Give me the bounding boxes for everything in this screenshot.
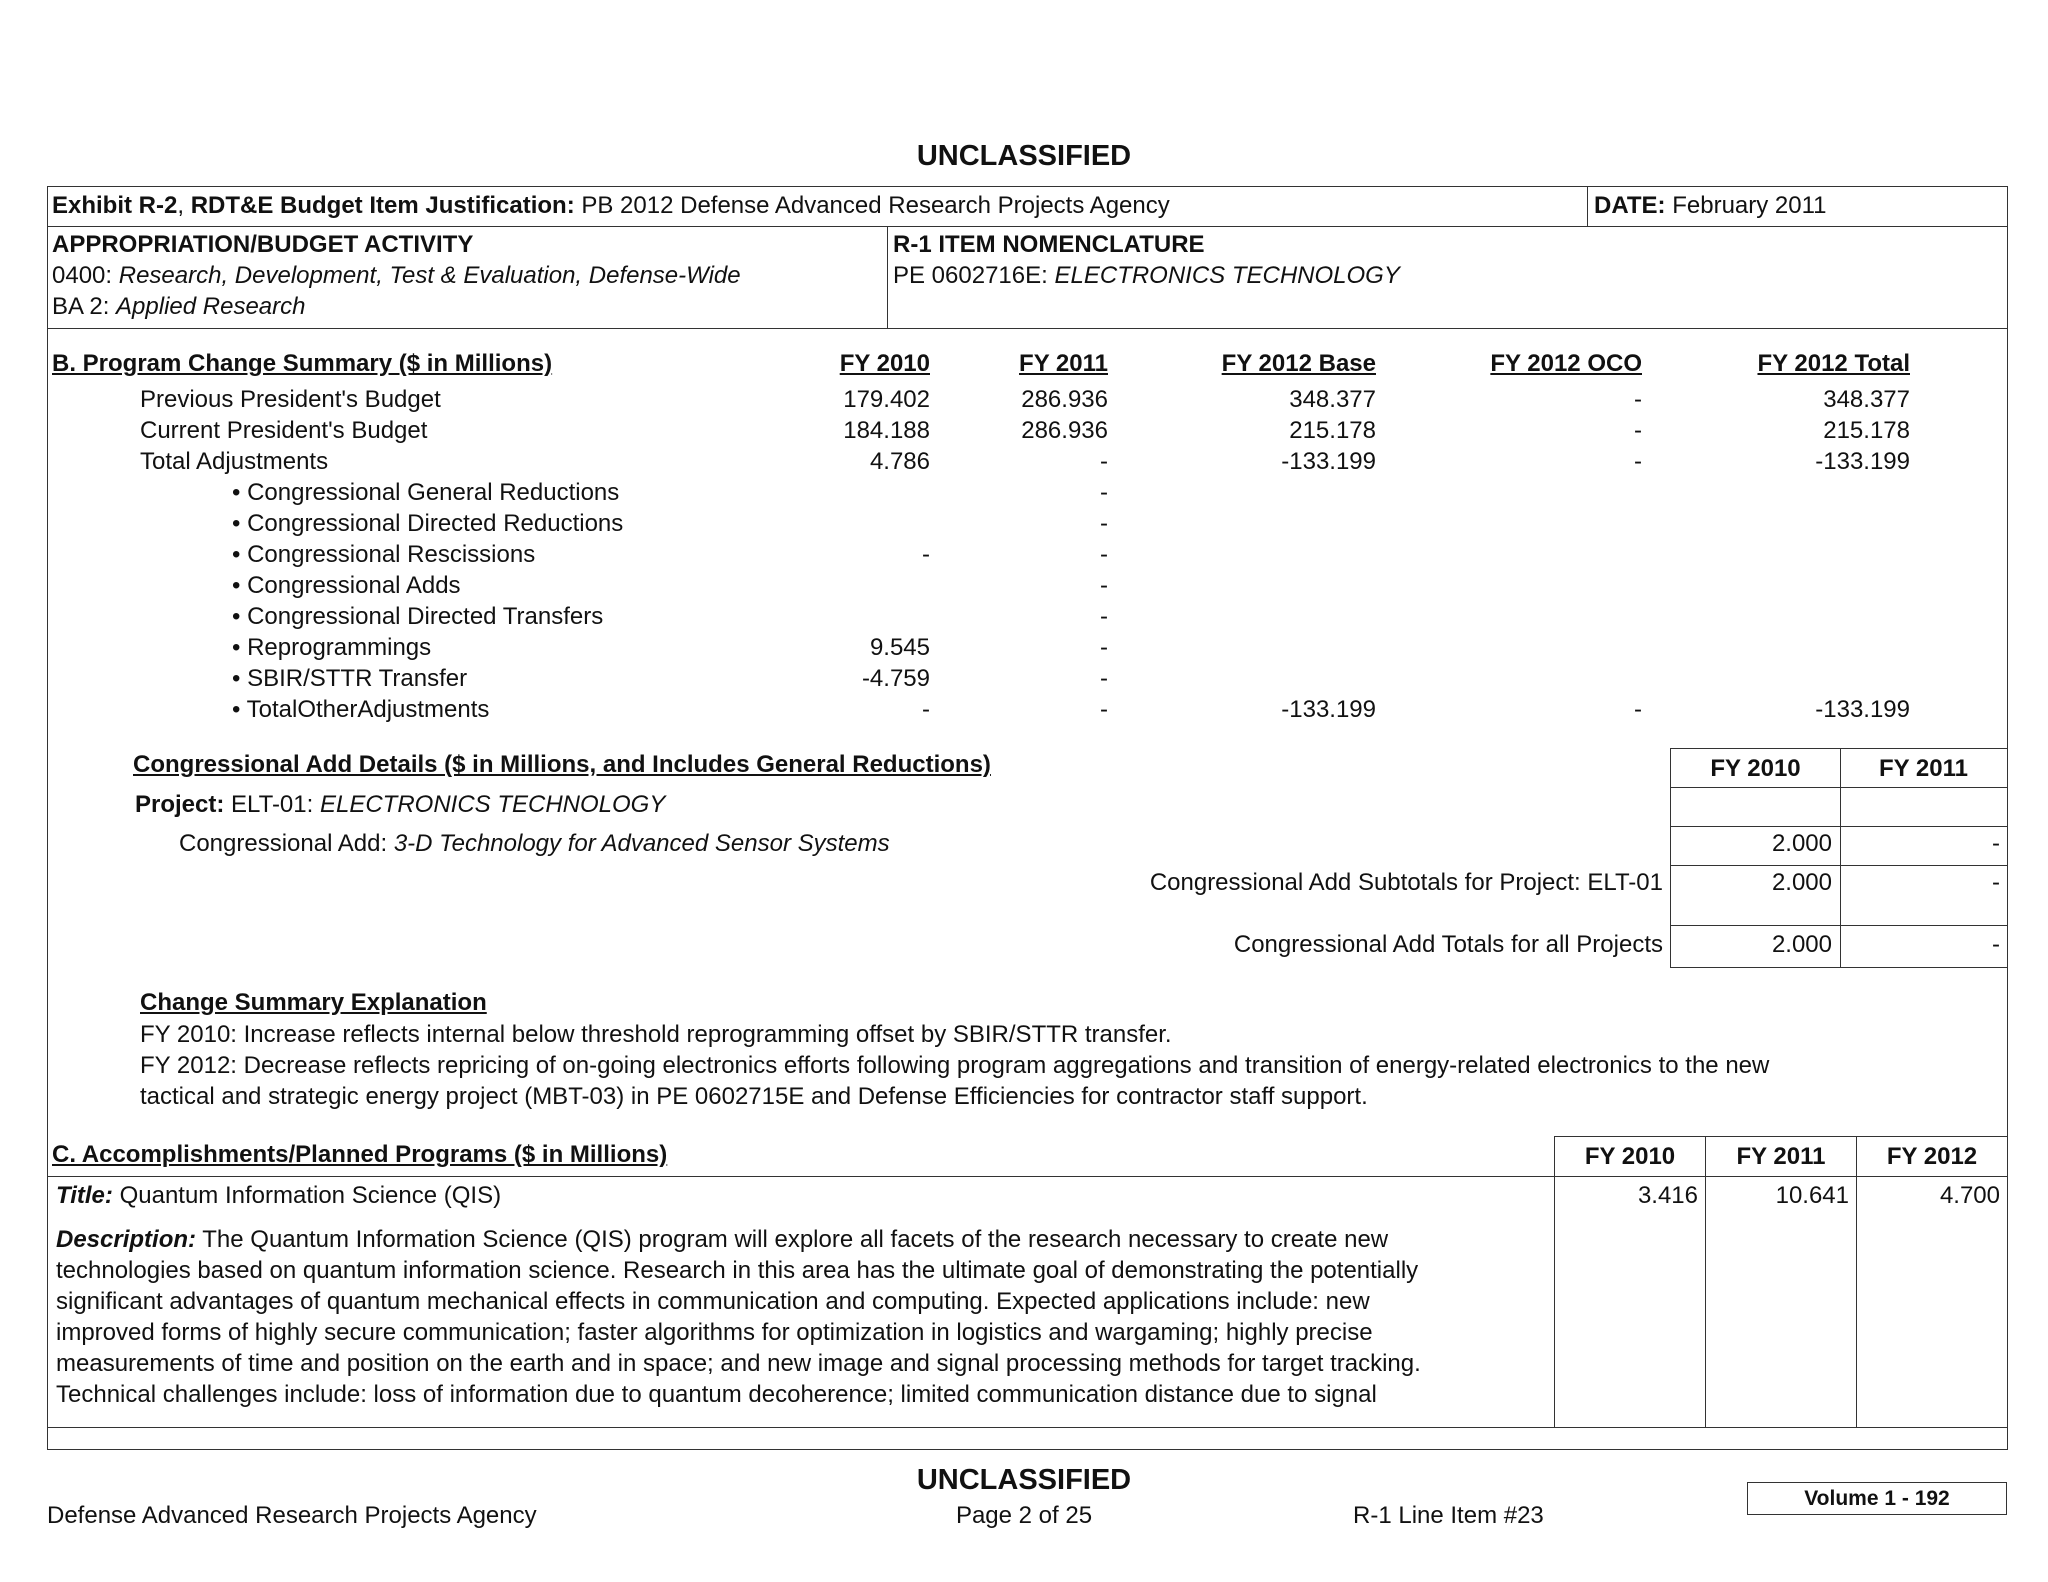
change-summary-title: Change Summary Explanation (140, 989, 487, 1016)
cong-add-col2: FY 2011 (1879, 755, 1968, 782)
divider (1587, 186, 1588, 226)
qis-fy2012: 4.700 (1939, 1182, 2000, 1209)
program-change-cell: 184.188 (843, 417, 930, 444)
accomplishments-col1: FY 2010 (1584, 1143, 1676, 1170)
cong-add-total-label: Congressional Add Totals for all Projects (1233, 931, 1663, 958)
divider (1670, 865, 2008, 866)
classification-top: UNCLASSIFIED (916, 140, 1132, 172)
program-change-cell: -133.199 (1815, 696, 1910, 723)
qis-description-line: Technical challenges include: loss of information due to quantum decoherence; limited communication distance due to signal (56, 1381, 1377, 1408)
date-field: DATE: February 2011 (1594, 192, 1827, 219)
program-change-title: B. Program Change Summary ($ in Millions) (52, 350, 553, 377)
qis-title: Title: Quantum Information Science (QIS) (56, 1182, 502, 1209)
cong-add-project: Project: ELT-01: ELECTRONICS TECHNOLOGY (135, 791, 666, 818)
program-change-cell: - (1634, 386, 1642, 413)
program-change-row-label: • Congressional Directed Reductions (232, 510, 624, 537)
program-change-cell: 286.936 (1021, 417, 1108, 444)
program-change-cell: - (1100, 479, 1108, 506)
program-change-col-header: FY 2012 Base (1221, 350, 1376, 377)
divider (1670, 826, 2008, 827)
divider (1670, 925, 2008, 926)
program-change-cell: - (922, 696, 930, 723)
qis-description-line: improved forms of highly secure communication; faster algorithms for optimization in logistics and wargaming; highly precise (56, 1319, 1373, 1346)
program-change-cell: 348.377 (1289, 386, 1376, 413)
footer-line-item: R-1 Line Item #23 (1353, 1502, 1544, 1529)
program-change-row-label: Total Adjustments (140, 448, 329, 475)
cong-add-item-fy2010: 2.000 (1771, 830, 1832, 857)
program-change-cell: - (1100, 665, 1108, 692)
program-change-cell: - (1100, 696, 1108, 723)
program-change-col-header: FY 2012 Total (1757, 350, 1910, 377)
program-change-cell: 286.936 (1021, 386, 1108, 413)
qis-fy2011: 10.641 (1775, 1182, 1849, 1209)
exhibit-title: Exhibit R-2, RDT&E Budget Item Justification: PB 2012 Defense Advanced Research Projects Agency (52, 192, 1170, 219)
accomplishments-title: C. Accomplishments/Planned Programs ($ in Millions) (52, 1141, 668, 1168)
divider (1554, 1136, 2008, 1137)
program-change-cell: -133.199 (1815, 448, 1910, 475)
program-change-cell: 179.402 (843, 386, 930, 413)
qis-description-line: Description: The Quantum Information Science (QIS) program will explore all facets of the research necessary to create new (56, 1226, 1389, 1253)
classification-bottom: UNCLASSIFIED (916, 1464, 1132, 1496)
program-change-cell: - (1100, 603, 1108, 630)
program-change-cell: - (1100, 572, 1108, 599)
program-change-cell: 215.178 (1289, 417, 1376, 444)
divider (1840, 865, 1841, 925)
program-change-cell: 215.178 (1823, 417, 1910, 444)
qis-description-line: significant advantages of quantum mechanical effects in communication and computing. Expected applications include: new (56, 1288, 1370, 1315)
cong-add-total-fy2010: 2.000 (1771, 931, 1832, 958)
cong-add-item: Congressional Add: 3-D Technology for Advanced Sensor Systems (179, 830, 890, 857)
program-change-cell: -133.199 (1281, 448, 1376, 475)
program-change-row-label: • Reprogrammings (232, 634, 432, 661)
program-change-cell: - (1100, 541, 1108, 568)
program-change-row-label: Current President's Budget (140, 417, 428, 444)
cong-add-title: Congressional Add Details ($ in Millions, and Includes General Reductions) (133, 751, 991, 778)
program-change-row-label: • Congressional Directed Transfers (232, 603, 604, 630)
budget-activity: BA 2: Applied Research (52, 293, 306, 320)
program-change-cell: 348.377 (1823, 386, 1910, 413)
r1-value: PE 0602716E: ELECTRONICS TECHNOLOGY (893, 262, 1400, 289)
qis-description-line: technologies based on quantum information science. Research in this area has the ultimate goal of demonstrating the potentially (56, 1257, 1419, 1284)
r1-label: R-1 ITEM NOMENCLATURE (893, 231, 1205, 258)
appropriation-label: APPROPRIATION/BUDGET ACTIVITY (52, 231, 474, 258)
cong-add-subtotal-fy2010: 2.000 (1771, 869, 1832, 896)
program-change-row-label: • Congressional Rescissions (232, 541, 536, 568)
appropriation-value: 0400: Research, Development, Test & Evaluation, Defense-Wide (52, 262, 741, 289)
cong-add-col1: FY 2010 (1710, 755, 1801, 782)
divider (47, 1176, 2008, 1177)
program-change-cell: - (1100, 510, 1108, 537)
divider (887, 226, 888, 328)
program-change-col-header: FY 2012 OCO (1490, 350, 1642, 377)
divider (1705, 1136, 1706, 1427)
qis-description-line: measurements of time and position on the earth and in space; and new image and signal processing methods for target tracking. (56, 1350, 1421, 1377)
divider (47, 226, 2008, 227)
qis-fy2010: 3.416 (1637, 1182, 1698, 1209)
cong-add-item-fy2011: - (1992, 830, 2000, 857)
footer-volume: Volume 1 - 192 (1747, 1482, 2007, 1515)
program-change-row-label: Previous President's Budget (140, 386, 441, 413)
program-change-cell: - (1100, 448, 1108, 475)
accomplishments-col3: FY 2012 (1886, 1143, 1978, 1170)
cong-add-subtotal-label: Congressional Add Subtotals for Project: ELT-01 (1149, 869, 1663, 896)
accomplishments-col2: FY 2011 (1736, 1143, 1826, 1170)
program-change-row-label: • TotalOtherAdjustments (232, 696, 490, 723)
program-change-cell: - (1634, 696, 1642, 723)
footer-page: Page 2 of 25 (955, 1502, 1093, 1529)
program-change-cell: - (1100, 634, 1108, 661)
footer-agency: Defense Advanced Research Projects Agency (47, 1502, 537, 1529)
program-change-row-label: • Congressional Adds (232, 572, 461, 599)
program-change-cell: - (1634, 417, 1642, 444)
program-change-cell: -4.759 (861, 665, 930, 692)
program-change-cell: - (922, 541, 930, 568)
program-change-col-header: FY 2010 (839, 350, 930, 377)
gap (1671, 907, 1839, 924)
divider (47, 1427, 2008, 1428)
program-change-cell: -133.199 (1281, 696, 1376, 723)
change-summary-line: tactical and strategic energy project (MBT-03) in PE 0602715E and Defense Efficiencies for contractor staff support. (140, 1083, 1368, 1110)
divider (1670, 787, 2008, 788)
divider (47, 328, 2008, 329)
cong-add-subtotal-fy2011: - (1992, 869, 2000, 896)
program-change-col-header: FY 2011 (1019, 350, 1108, 377)
change-summary-line: FY 2012: Decrease reflects repricing of on-going electronics efforts following program aggregations and transition of energy-related electronics to the new (140, 1052, 1770, 1079)
divider (1856, 1136, 1857, 1427)
divider (1554, 1136, 1555, 1427)
program-change-cell: 9.545 (869, 634, 930, 661)
program-change-cell: - (1634, 448, 1642, 475)
program-change-row-label: • Congressional General Reductions (232, 479, 620, 506)
change-summary-line: FY 2010: Increase reflects internal below threshold reprogramming offset by SBIR/STTR transfer. (140, 1021, 1172, 1048)
cong-add-total-fy2011: - (1992, 931, 2000, 958)
program-change-cell: 4.786 (869, 448, 930, 475)
program-change-row-label: • SBIR/STTR Transfer (232, 665, 468, 692)
